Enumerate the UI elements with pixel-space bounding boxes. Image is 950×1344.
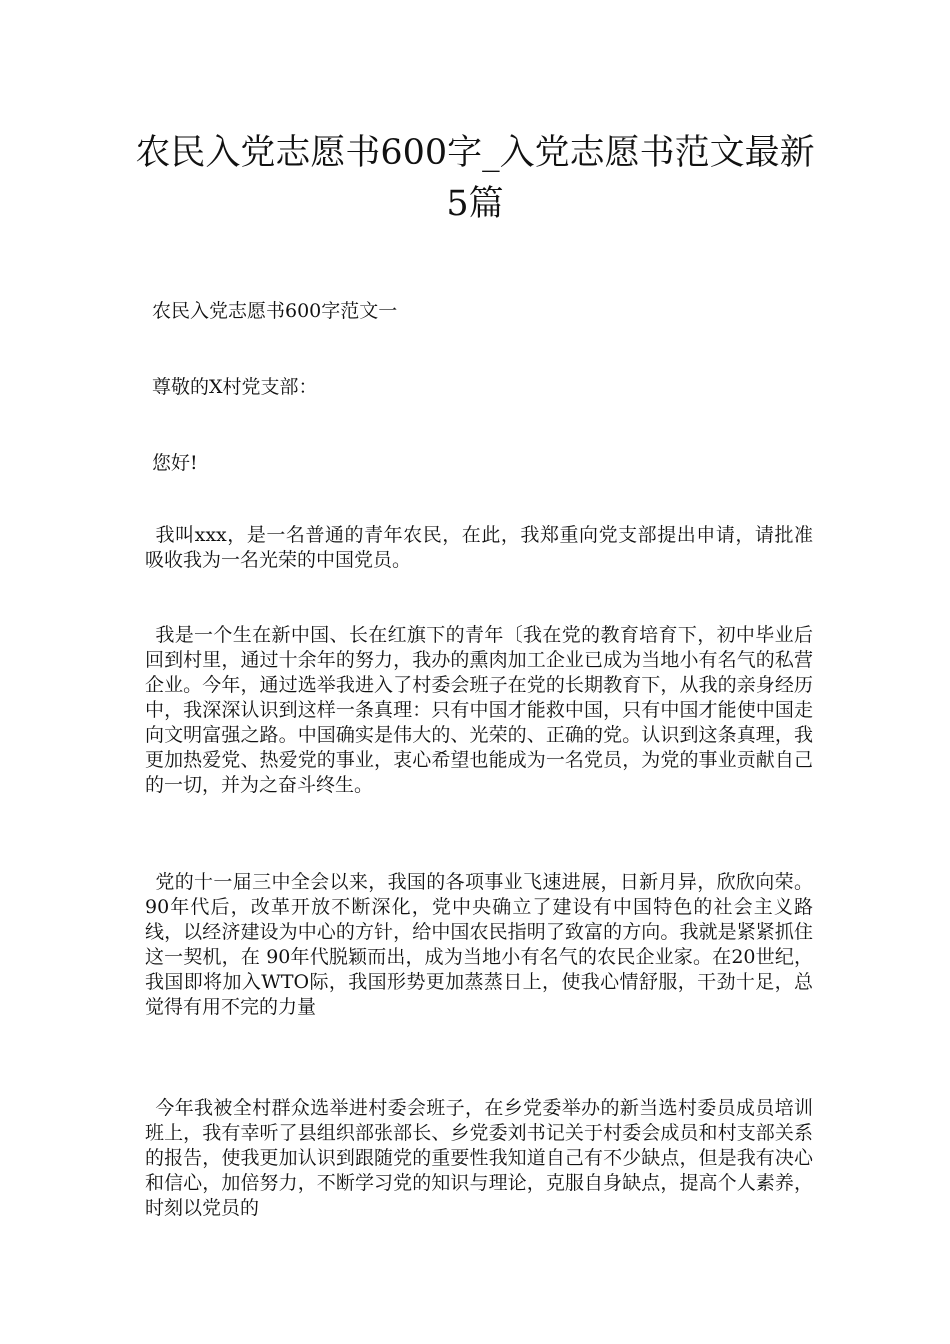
paragraph-3-text: 党的十一届三中全会以来，我国的各项事业飞速进展，日新月异，欣欣向荣。90年代后，改革开放不断深化，党中央确立了建设有中国特色的社会主义路线，以经济建设为中心的方针，给中国农民指明了致富的方向。我就是紧紧抓住这一契机，在 90年代脱颖而出，成为当地小有名气的农民企业家。在20世纪，我国即将加入WTO际，我国形势更加蒸蒸日上，使我心情舒服，干劲十足，总觉得有用不完的力量	[145, 871, 813, 1018]
paragraph-1	[145, 523, 813, 573]
salutation: 尊敬的X村党支部：	[152, 376, 318, 398]
document-title: 农民入党志愿书600字_入党志愿书范文最新5篇	[135, 133, 815, 224]
paragraph-2-text: 我是一个生在新中国、长在红旗下的青年〔我在党的教育培育下，初中毕业后回到村里，通过十余年的努力，我办的熏肉加工企业已成为当地小有名气的私营企业。今年，通过选举我进入了村委会班子在党的长期教育下，从我的亲身经历中，我深深认识到这样一条真理：只有中国才能救中国，只有中国才能使中国走向文明富强之路。中国确实是伟大的、光荣的、正确的党。认识到这条真理，我更加热爱党、热爱党的事业，衷心希望也能成为一名党员，为党的事业贡献自己的一切，并为之奋斗终生。	[145, 624, 813, 796]
paragraph-4-text: 今年我被全村群众选举进村委会班子，在乡党委举办的新当选村委员成员培训班上，我有幸听了县组织部张部长、乡党委刘书记关于村委会成员和村支部关系的报告，使我更加认识到跟随党的重要性我知道自己有不少缺点，但是我有决心和信心，加倍努力，不断学习党的知识与理论，克服自身缺点，提高个人素养，时刻以党员的	[145, 1097, 813, 1219]
paragraph-3	[145, 870, 813, 1020]
paragraph-2	[145, 623, 813, 798]
greeting: 您好!	[152, 452, 198, 474]
paragraph-1-text: 我叫xxx，是一名普通的青年农民，在此，我郑重向党支部提出申请，请批准吸收我为一名光荣的中国党员。	[145, 524, 813, 571]
paragraph-4	[145, 1096, 813, 1221]
section-heading: 农民入党志愿书600字范文一	[152, 300, 398, 322]
